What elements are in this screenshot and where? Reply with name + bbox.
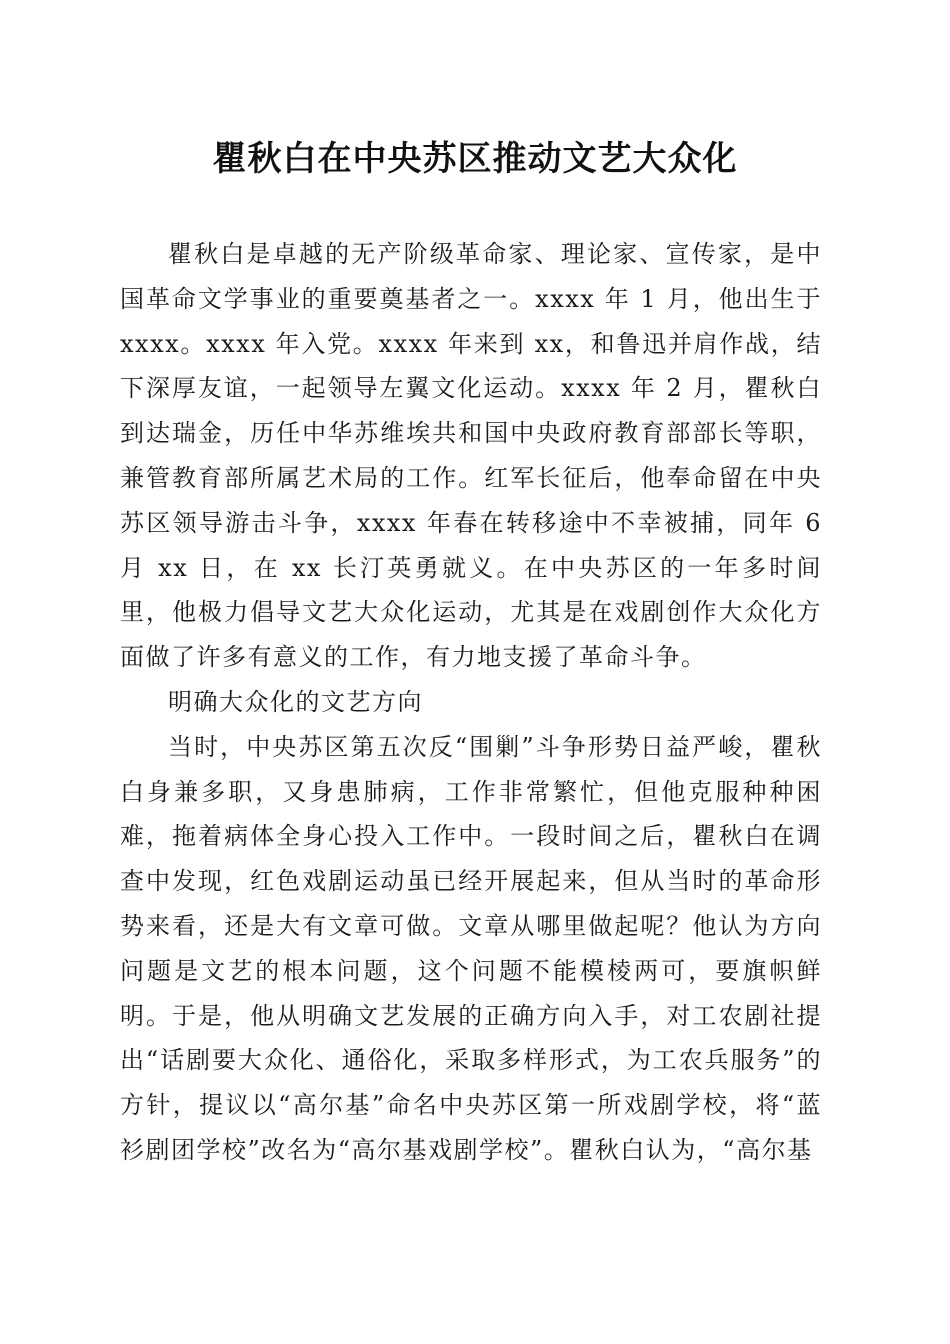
section-paragraph: 当时，中央苏区第五次反“围剿”斗争形势日益严峻，瞿秋白身兼多职，又身患肺病，工作非常繁忙，但他克服种种困难，拖着病体全身心投入工作中。一段时间之后，瞿秋白在调查中发现，红色戏剧运动虽已经开展起来，但从当时的革命形势来看，还是大有文章可做。文章从哪里做起呢？他认为方向问题是文艺的根本问题，这个问题不能模棱两可，要旗帜鲜明。于是，他从明确文艺发展的正确方向入手，对工农剧社提出“话剧要大众化、通俗化，采取多样形式，为工农兵服务”的方针，提议以“高尔基”命名中央苏区第一所戏剧学校，将“蓝衫剧团学校”改名为“高尔基戏剧学校”。瞿秋白认为，“高尔基: [120, 732, 822, 1164]
document-body: [120, 232, 822, 1173]
section-heading: 明确大众化的文艺方向: [168, 687, 423, 716]
intro-paragraph: 瞿秋白是卓越的无产阶级革命家、理论家、宣传家，是中国革命文学事业的重要奠基者之一。xxxx 年 1 月，他出生于 xxxx。xxxx 年入党。xxxx 年来到 xx，和鲁迅并肩作战，结下深厚友谊，一起领导左翼文化运动。xxxx 年 2 月，瞿秋白到达瑞金，历任中华苏维埃共和国中央政府教育部部长等职，兼管教育部所属艺术局的工作。红军长征后，他奉命留在中央苏区领导游击斗争，xxxx 年春在转移途中不幸被捕，同年 6 月 xx 日，在 xx 长汀英勇就义。在中央苏区的一年多时间里，他极力倡导文艺大众化运动，尤其是在戏剧创作大众化方面做了许多有意义的工作，有力地支援了革命斗争。: [120, 240, 822, 672]
document-title: 瞿秋白在中央苏区推动文艺大众化: [212, 139, 738, 179]
